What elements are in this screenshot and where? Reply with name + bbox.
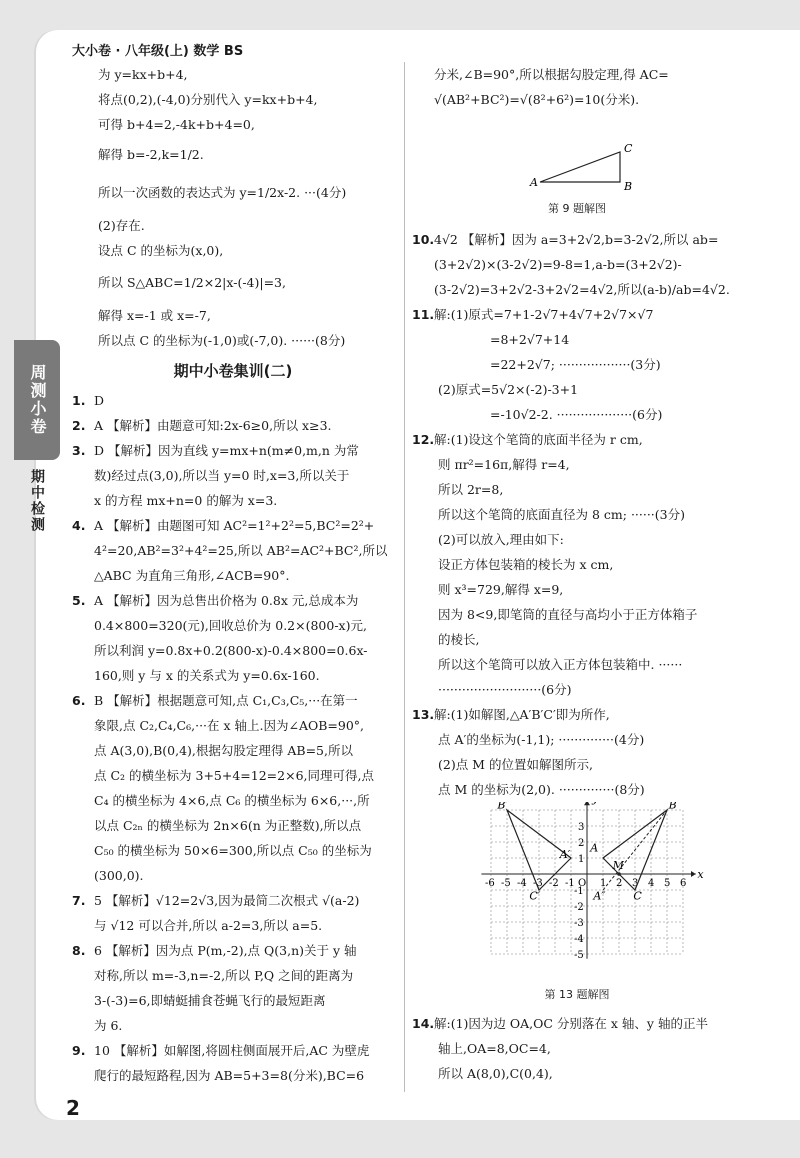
x-tick-label: -1: [565, 878, 575, 889]
answer-text: 点 A(3,0),B(0,4),根据勾股定理得 AB=5,所以: [94, 743, 353, 758]
answer-line: [72, 463, 394, 488]
answer-text: (300,0).: [94, 868, 144, 883]
answer-text: 解:(1)如解图,△A′B′C′即为所作,: [434, 707, 610, 722]
point-label: M: [612, 859, 624, 873]
text-line: 解得 x=-1 或 x=-7,: [98, 308, 211, 323]
answer-line: [72, 738, 394, 763]
x-tick-label: -6: [485, 878, 495, 889]
answer-line: [72, 388, 394, 413]
answer-text: =-10√2-2. ···················(6分): [490, 407, 663, 422]
point-label: C′: [529, 889, 541, 903]
text-line: 解得 b=-2,k=1/2.: [98, 147, 204, 162]
page-number: 2: [66, 1096, 80, 1120]
answer-line: [72, 663, 394, 688]
question-number: 10.: [412, 232, 435, 247]
label-b: B: [624, 180, 633, 192]
x-tick-label: -5: [501, 878, 511, 889]
question-number: 2.: [72, 418, 86, 433]
side-tab-weekly[interactable]: 周测小卷: [14, 340, 60, 460]
question-number: 6.: [72, 693, 86, 708]
triangle-abc: [540, 152, 620, 182]
answer-text: 6 【解析】因为点 P(m,-2),点 Q(3,n)关于 y 轴: [94, 943, 357, 958]
answer-line: [412, 527, 742, 552]
answer-line: [72, 938, 394, 963]
answer-line: [412, 627, 742, 652]
answer-line: [72, 1063, 394, 1088]
answer-line: [412, 652, 742, 677]
answer-text: 爬行的最短路程,因为 AB=5+3=8(分米),BC=6: [94, 1068, 365, 1083]
answer-line: [412, 702, 742, 727]
y-tick-label: 3: [578, 822, 585, 833]
answer-text: 因为 8<9,即笔筒的直径与高均小于正方体箱子: [438, 607, 698, 622]
answer-line: [72, 713, 394, 738]
answer-text: 0.4×800=320(元),回收总价为 0.2×(800-x)元,: [94, 618, 367, 633]
y-arrow: [584, 802, 590, 805]
answer-text: =8+2√7+14: [490, 332, 570, 347]
answer-text: C₅₀ 的横坐标为 50×6=300,所以点 C₅₀ 的坐标为: [94, 843, 372, 858]
answer-line: [412, 502, 742, 527]
answer-text: 解:(1)因为边 OA,OC 分别落在 x 轴、y 轴的正半: [434, 1016, 708, 1031]
point-m: [617, 872, 621, 876]
question-number: 5.: [72, 593, 86, 608]
text-line: 为 y=kx+b+4,: [98, 67, 188, 82]
answer-text: 所以这个笔筒可以放入正方体包装箱中. ······: [438, 657, 683, 672]
answer-line: [412, 62, 742, 87]
answer-line: [72, 538, 394, 563]
answer-line: [72, 688, 394, 713]
y-tick-label: -3: [574, 918, 584, 929]
answer-line: [72, 963, 394, 988]
section-title: 期中小卷集训(二): [173, 362, 293, 380]
figure-13: [412, 802, 742, 974]
text-line: 所以一次函数的表达式为 y=1/2x-2. ···(4分): [98, 185, 347, 200]
answer-text: C₄ 的横坐标为 4×6,点 C₆ 的横坐标为 6×6,···,所: [94, 793, 370, 808]
point-label: C: [633, 889, 642, 903]
x-axis-label: x: [697, 868, 704, 881]
question-number: 7.: [72, 893, 86, 908]
y-tick-label: -5: [574, 950, 584, 961]
answer-line: [72, 838, 394, 863]
answer-text: (3+2√2)×(3-2√2)=9-8=1,a-b=(3+2√2)-: [434, 257, 682, 272]
answer-text: (2)点 M 的位置如解图所示,: [438, 757, 593, 772]
answer-text: 160,则 y 与 x 的关系式为 y=0.6x-160.: [94, 668, 320, 683]
point-label: B′: [497, 802, 508, 812]
answer-text: 解:(1)原式=7+1-2√7+4√7+2√7×√7: [434, 307, 654, 322]
answer-line: [412, 677, 742, 702]
answer-text: √(AB²+BC²)=√(8²+6²)=10(分米).: [434, 92, 640, 107]
figure-9-caption: 第 9 题解图: [548, 202, 606, 215]
figure-13-caption: 第 13 题解图: [544, 988, 610, 1001]
text-line: 可得 b+4=2,-4k+b+4=0,: [98, 117, 255, 132]
answer-text: 设正方体包装箱的棱长为 x cm,: [438, 557, 614, 572]
answer-text: 5 【解析】√12=2√3,因为最简二次根式 √(a-2): [94, 893, 360, 908]
answer-text: △ABC 为直角三角形,∠ACB=90°.: [94, 568, 290, 583]
answer-line: [72, 563, 394, 588]
answer-line: [72, 438, 394, 463]
answer-list-right-middle: [412, 227, 742, 802]
answer-text: 所以这个笔筒的底面直径为 8 cm; ······(3分): [438, 507, 685, 522]
answer-text: 分米,∠B=90°,所以根据勾股定理,得 AC=: [434, 67, 669, 82]
x-tick-label: -3: [533, 878, 543, 889]
question-number: 1.: [72, 393, 86, 408]
answer-line: [412, 277, 742, 302]
answer-text: 则 πr²=16π,解得 r=4,: [438, 457, 570, 472]
x-tick-label: 6: [680, 878, 687, 889]
y-tick-label: -2: [574, 902, 584, 913]
answer-text: 点 A′的坐标为(-1,1); ··············(4分): [438, 732, 645, 747]
answer-line: [72, 613, 394, 638]
answer-line: [412, 577, 742, 602]
answer-text: D 【解析】因为直线 y=mx+n(m≠0,m,n 为常: [94, 443, 359, 458]
answer-line: [72, 913, 394, 938]
left-column: [72, 62, 394, 1088]
answer-line: [412, 327, 742, 352]
x-tick-label: 1: [600, 878, 607, 889]
y-tick-label: 1: [578, 854, 585, 865]
answer-line: [412, 302, 742, 327]
y-axis-label: [591, 802, 599, 805]
answer-line: [72, 763, 394, 788]
x-tick-label: 5: [664, 878, 671, 889]
answer-text: x 的方程 mx+n=0 的解为 x=3.: [94, 493, 278, 508]
answer-line: [412, 352, 742, 377]
answer-text: ··························(6分): [438, 682, 572, 697]
answer-list-left: [72, 388, 394, 1088]
answer-line: [412, 1011, 742, 1036]
answer-text: 与 √12 可以合并,所以 a-2=3,所以 a=5.: [94, 918, 323, 933]
x-tick-label: -4: [517, 878, 527, 889]
answer-line: [72, 813, 394, 838]
answer-text: 所以利润 y=0.8x+0.2(800-x)-0.4×800=0.6x-: [94, 643, 368, 658]
point-label: B: [668, 802, 677, 812]
answer-line: [412, 252, 742, 277]
answer-line: [412, 427, 742, 452]
figure-9: [412, 112, 742, 192]
answer-line: [412, 752, 742, 777]
answer-line: [72, 638, 394, 663]
answer-text: 解:(1)设这个笔筒的底面半径为 r cm,: [434, 432, 643, 447]
answer-text: 以点 C₂ₙ 的横坐标为 2n×6(n 为正整数),所以点: [94, 818, 362, 833]
answer-list-right-bottom: [412, 1011, 742, 1086]
answer-text: 的棱长,: [438, 632, 480, 647]
answer-text: 象限,点 C₂,C₄,C₆,···在 x 轴上.因为∠AOB=90°,: [94, 718, 365, 733]
answer-text: 轴上,OA=8,OC=4,: [438, 1041, 551, 1056]
answer-text: D: [94, 393, 105, 408]
answer-line: [412, 402, 742, 427]
answer-text: 对称,所以 m=-3,n=-2,所以 P,Q 之间的距离为: [94, 968, 354, 983]
right-column: [412, 62, 742, 1086]
answer-text: 3-(-3)=6,即蜻蜓捕食苍蝇飞行的最短距离: [94, 993, 326, 1008]
answer-line: [412, 602, 742, 627]
answer-text: 数)经过点(3,0),所以当 y=0 时,x=3,所以关于: [94, 468, 350, 483]
x-tick-label: O: [578, 878, 587, 889]
x-tick-label: 4: [648, 878, 655, 889]
answer-line: [72, 1013, 394, 1038]
answer-line: [412, 1061, 742, 1086]
x-tick-label: -2: [549, 878, 559, 889]
running-header: 大小卷 · 八年级(上) 数学 BS: [72, 44, 244, 59]
answer-text: =22+2√7; ··················(3分): [490, 357, 661, 372]
answer-line: [412, 377, 742, 402]
text-line: 设点 C 的坐标为(x,0),: [98, 243, 224, 258]
answer-line: [72, 863, 394, 888]
answer-line: [72, 888, 394, 913]
answer-line: [72, 513, 394, 538]
question-number: 12.: [412, 432, 435, 447]
y-tick-label: -1: [574, 886, 584, 897]
answer-line: [412, 552, 742, 577]
answer-line: [412, 227, 742, 252]
question-number: 14.: [412, 1016, 435, 1031]
answer-line: [412, 452, 742, 477]
answer-text: 所以 A(8,0),C(0,4),: [438, 1066, 553, 1081]
x-arrow: [691, 871, 696, 877]
answer-line: [412, 1036, 742, 1061]
answer-text: (2)原式=5√2×(-2)-3+1: [438, 382, 579, 397]
question-number: 13.: [412, 707, 435, 722]
question-number: 3.: [72, 443, 86, 458]
answer-list-right-top: [412, 62, 742, 112]
answer-line: [72, 788, 394, 813]
answer-line: [412, 87, 742, 112]
answer-text: 所以 2r=8,: [438, 482, 504, 497]
answer-text: (3-2√2)=3+2√2-3+2√2=4√2,所以(a-b)/ab=4√2.: [434, 282, 730, 297]
point-label: A″: [593, 889, 606, 903]
text-line: 所以 S△ABC=1/2×2|x-(-4)|=3,: [98, 275, 286, 290]
answer-line: [412, 727, 742, 752]
answer-text: 4²=20,AB²=3²+4²=25,所以 AB²=AC²+BC²,所以: [94, 543, 388, 558]
x-tick-label: 3: [632, 878, 639, 889]
answer-text: 为 6.: [94, 1018, 123, 1033]
question-number: 8.: [72, 943, 86, 958]
answer-line: [72, 588, 394, 613]
answer-text: A 【解析】由题意可知:2x-6≥0,所以 x≥3.: [94, 418, 332, 433]
question-number: 11.: [412, 307, 435, 322]
side-tab-midterm[interactable]: 期中检测: [29, 469, 45, 533]
label-a: A: [530, 176, 538, 189]
label-c: C: [624, 142, 633, 155]
column-divider: [404, 62, 405, 1092]
answer-text: A 【解析】由题图可知 AC²=1²+2²=5,BC²=2²+: [94, 518, 375, 533]
question-number: 4.: [72, 518, 86, 533]
x-tick-label: 2: [616, 878, 623, 889]
answer-text: 点 M 的坐标为(2,0). ··············(8分): [438, 782, 645, 797]
answer-line: [72, 413, 394, 438]
answer-line: [412, 477, 742, 502]
answer-text: 则 x³=729,解得 x=9,: [438, 582, 564, 597]
answer-text: A 【解析】因为总售出价格为 0.8x 元,总成本为: [94, 593, 359, 608]
answer-text: 4√2 【解析】因为 a=3+2√2,b=3-2√2,所以 ab=: [434, 232, 719, 247]
text-line: (2)存在.: [98, 218, 145, 233]
answer-line: [412, 777, 742, 802]
answer-text: 点 C₂ 的横坐标为 3+5+4=12=2×6,同理可得,点: [94, 768, 374, 783]
question-number: 9.: [72, 1043, 86, 1058]
answer-line: [72, 988, 394, 1013]
text-line: 所以点 C 的坐标为(-1,0)或(-7,0). ······(8分): [98, 333, 346, 348]
point-label: A: [590, 841, 599, 855]
answer-text: (2)可以放入,理由如下:: [438, 532, 564, 547]
text-line: 将点(0,2),(-4,0)分别代入 y=kx+b+4,: [98, 92, 318, 107]
y-tick-label: -4: [574, 934, 584, 945]
answer-line: [72, 1038, 394, 1063]
answer-line: [72, 488, 394, 513]
answer-text: B 【解析】根据题意可知,点 C₁,C₃,C₅,···在第一: [94, 693, 358, 708]
answer-text: 10 【解析】如解图,将圆柱侧面展开后,AC 为壁虎: [94, 1043, 370, 1058]
point-label: A′: [559, 848, 571, 861]
y-tick-label: 2: [578, 838, 585, 849]
